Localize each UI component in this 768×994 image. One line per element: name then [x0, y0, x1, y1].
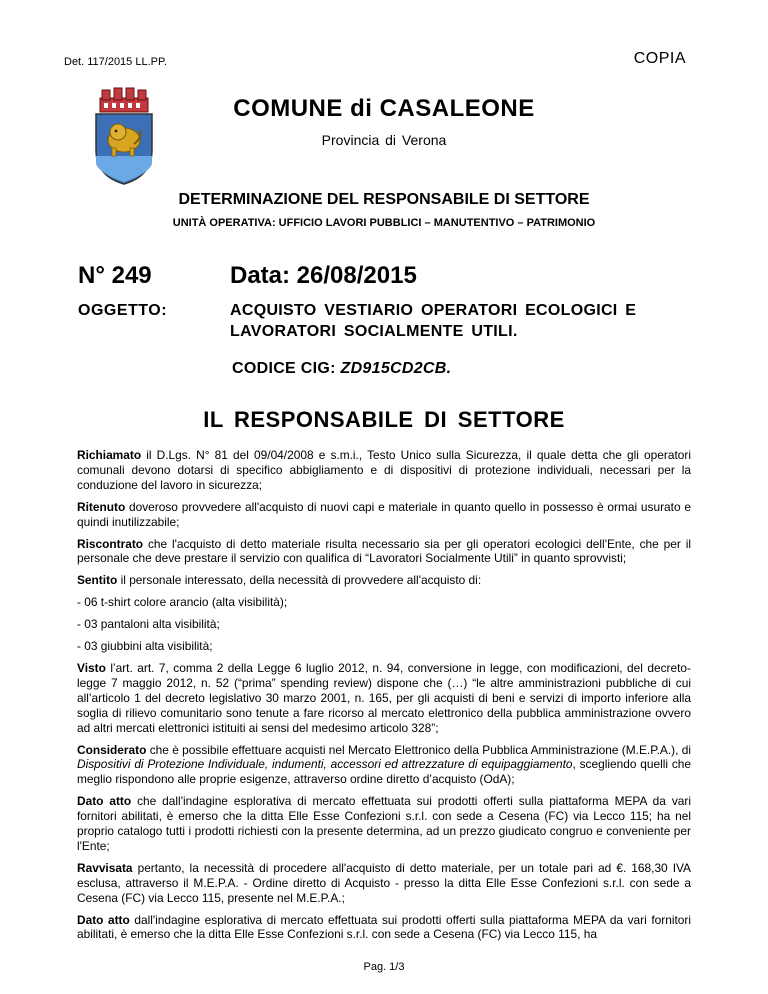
paragraph-lead: Dato atto	[77, 794, 132, 809]
copy-label: COPIA	[633, 50, 686, 67]
section-heading: IL RESPONSABILE DI SETTORE	[203, 407, 565, 432]
paragraph-lead: Sentito	[77, 573, 118, 588]
subject-label: OGGETTO:	[78, 302, 168, 319]
subject-line-2: LAVORATORI SOCIALMENTE UTILI.	[230, 323, 518, 340]
paragraph-text: pertanto, la necessità di procedere all'acquisto di detto materiale, per un totale pari ad €. 168,30 IVA esclusa, attraverso il M.E.P.A. - Ordine diretto di Acquisto - presso la ditta Elle Esse Confezioni s.r.l. con sede a Cesena (FC) via Lecco 115, presente nel M.E.P.A.;	[77, 860, 691, 905]
paragraph-lead: Dato atto	[77, 912, 130, 927]
list-item: - 03 giubbini alta visibilità;	[77, 639, 213, 654]
paragraph-lead: Ritenuto	[77, 499, 126, 514]
list-item: - 06 t-shirt colore arancio (alta visibilità);	[77, 595, 288, 610]
subject-text	[230, 300, 700, 342]
paragraph-italic: Dispositivi di Protezione Individuale, indumenti, accessori ed attrezzature di equipaggiamento	[77, 757, 573, 772]
municipality-title: COMUNE di CASALEONE	[233, 95, 535, 122]
paragraph-lead: Visto	[77, 660, 106, 675]
paragraph-sentito	[77, 573, 691, 588]
paragraph-text: che l'acquisto di detto materiale risulta necessario sia per gli operatori ecologici dell'Ente, che per il personale che deve prestare il servizio con qualifica di “Lavoratori Socialmente Utili” in quanto sprovvisti;	[77, 536, 691, 566]
paragraph-dato-atto-2	[77, 913, 691, 943]
determination-date: Data: 26/08/2015	[230, 262, 417, 289]
paragraph-considerato	[77, 743, 691, 788]
paragraph-text: doveroso provvedere all'acquisto di nuovi capi e materiale in quanto quello in possesso è ormai usurato e quindi inutilizzabile;	[77, 499, 691, 529]
document-reference: Det. 117/2015 LL.PP.	[64, 56, 167, 68]
paragraph-riscontrato	[77, 537, 691, 567]
subject-line-1: ACQUISTO VESTIARIO OPERATORI ECOLOGICI E	[230, 302, 637, 319]
paragraph-lead: Ravvisata	[77, 860, 133, 875]
page-number: Pag. 1/3	[363, 961, 405, 973]
cig-value: ZD915CD2CB.	[340, 360, 452, 377]
paragraph-richiamato	[77, 448, 691, 493]
cig-label: CODICE CIG:	[232, 360, 336, 377]
paragraph-visto	[77, 661, 691, 736]
document-body	[77, 448, 691, 949]
paragraph-text: l’art. art. 7, comma 2 della Legge 6 luglio 2012, n. 94, conversione in legge, con modificazioni, del decreto-legge 7 maggio 2012, n. 52 (“prima” spending review) dispone che (…) “le altre amministrazioni pubbliche di cui all’articolo 1 del decreto legislativo 30 marzo 2001, n. 165, per gli acquisti di beni e servizi di importo inferiore alla soglia di rilievo comunitario sono tenute a fare ricorso al mercato elettronico della pubblica amministrazione ovvero ad altri mercati elettronici istituiti ai sensi del medesimo articolo 328”;	[77, 660, 691, 735]
paragraph-text: il D.Lgs. N° 81 del 09/04/2008 e s.m.i., Testo Unico sulla Sicurezza, il quale detta che gli operatori comunali devono dotarsi di specifico abbigliamento e di dispositivi di protezione individuali, necessari per la conduzione del lavoro in sicurezza;	[77, 448, 691, 492]
paragraph-text: , scegliendo quelli che meglio rispondono alle proprie esigenze, attraverso ordine diretto d’acquisto (OdA);	[77, 757, 691, 787]
paragraph-text: che dall'indagine esplorativa di mercato effettuata sui prodotti offerti sulla piattaforma MEPA da vari fornitori abilitati, è emerso che la ditta Elle Esse Confezioni s.r.l. con sede a Cesena (FC) via Lecco 115; ha nel proprio catalogo tutti i prodotti richiesti con la presente determina, ad un prezzo giudicato congruo e conveniente per l'Ente;	[77, 794, 691, 853]
province-subtitle: Provincia di Verona	[321, 132, 447, 148]
operating-unit: UNITÀ OPERATIVA: UFFICIO LAVORI PUBBLICI – MANUTENTIVO – PATRIMONIO	[172, 217, 596, 229]
paragraph-dato-atto	[77, 794, 691, 854]
paragraph-lead: Riscontrato	[77, 536, 144, 551]
determination-heading: DETERMINAZIONE DEL RESPONSABILE DI SETTORE	[178, 191, 590, 208]
cig-code	[232, 360, 451, 378]
paragraph-ravvisata	[77, 861, 691, 906]
determination-number: N° 249	[78, 262, 152, 289]
paragraph-lead: Richiamato	[77, 448, 142, 462]
paragraph-text: dall'indagine esplorativa di mercato effettuata sui prodotti offerti sulla piattaforma MEPA da vari fornitori abilitati, è emerso che la ditta Elle Esse Confezioni s.r.l. con sede a Cesena (FC) via Lecco 115, ha	[77, 912, 691, 942]
paragraph-ritenuto	[77, 500, 691, 530]
paragraph-lead: Considerato	[77, 742, 147, 757]
paragraph-text: che è possibile effettuare acquisti nel Mercato Elettronico della Pubblica Amministrazione (M.E.P.A.), di	[146, 742, 691, 757]
paragraph-text: il personale interessato, della necessità di provvedere all'acquisto di:	[117, 573, 482, 588]
list-item: - 03 pantaloni alta visibilità;	[77, 617, 220, 632]
